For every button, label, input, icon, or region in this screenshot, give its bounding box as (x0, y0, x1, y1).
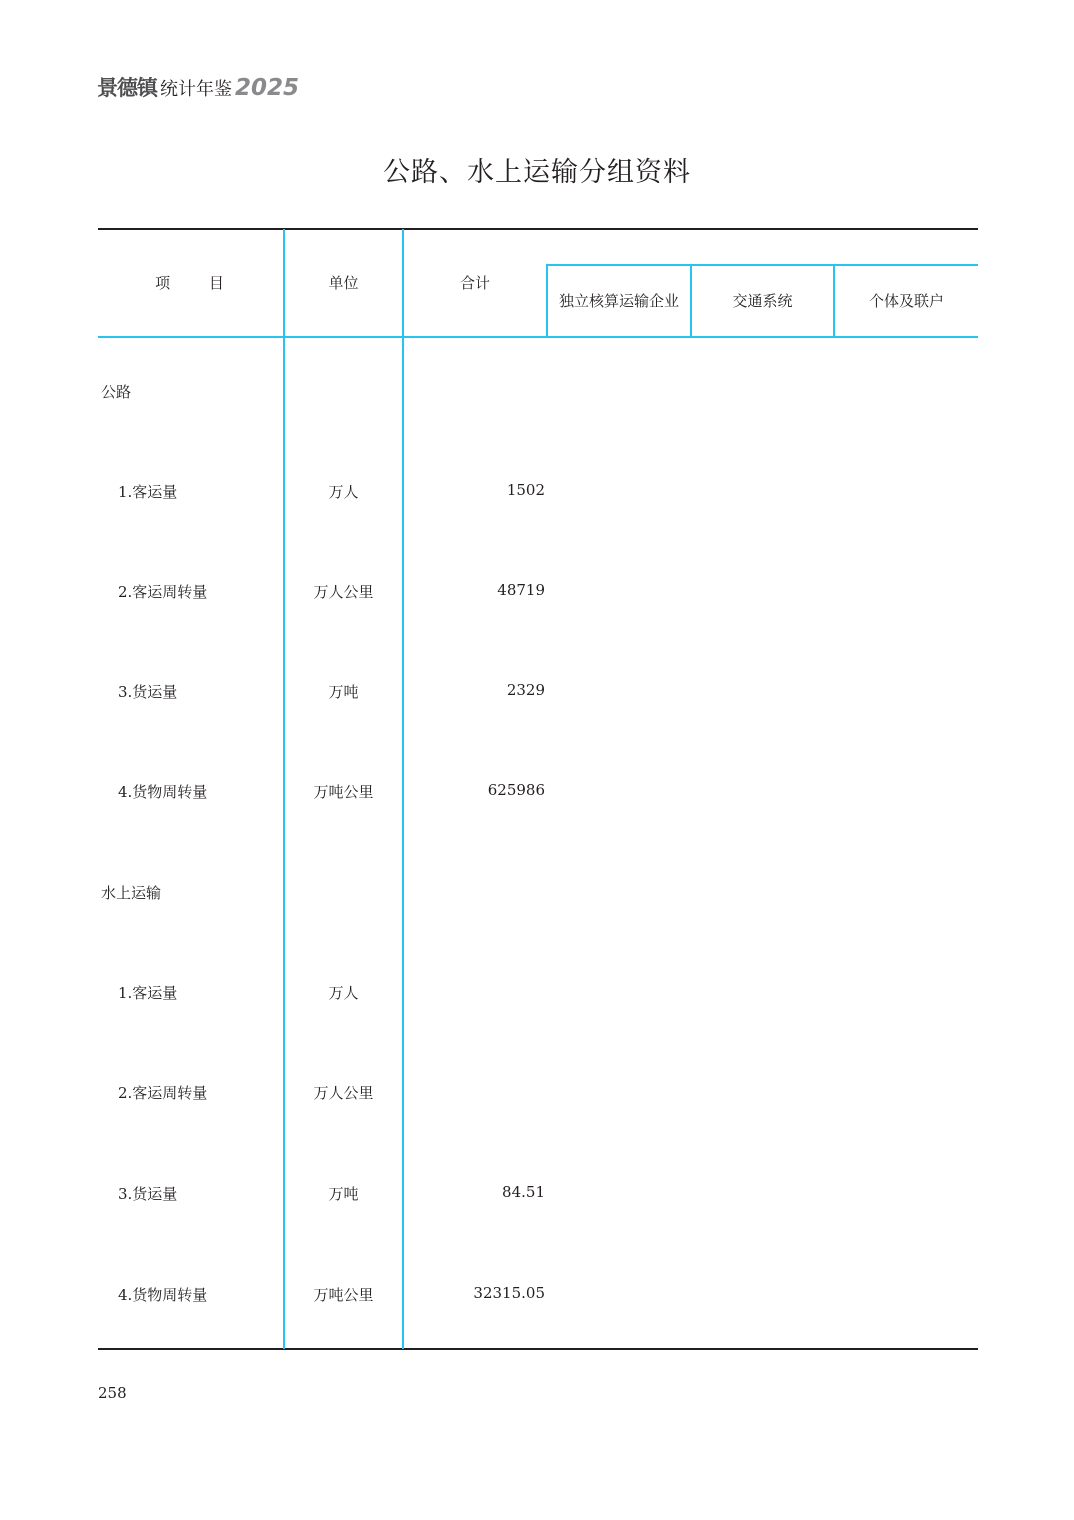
table-row (98, 982, 978, 1006)
table-row (98, 1284, 978, 1308)
table-row (98, 481, 978, 505)
header-book-name: 统计年鉴 (160, 79, 232, 100)
row-total: 48719 (497, 581, 545, 599)
header-unit: 单位 (328, 274, 359, 292)
yearbook-header (97, 72, 299, 104)
row-total: 625986 (487, 781, 545, 799)
header-total: 合计 (459, 274, 490, 292)
row-unit: 万吨公里 (313, 783, 374, 801)
row-item: 4.货物周转量 (118, 783, 208, 801)
subheader-rule (547, 264, 978, 266)
row-total: 1502 (506, 481, 545, 499)
header-individual-households: 个体及联户 (868, 292, 944, 310)
row-unit: 万人公里 (313, 1084, 374, 1102)
header-year: 2025 (235, 75, 300, 101)
row-total: 32315.05 (473, 1284, 545, 1302)
header-transport-system: 交通系统 (732, 292, 793, 310)
table-row (98, 581, 978, 605)
row-total: 2329 (506, 681, 545, 699)
row-item: 2.客运周转量 (118, 583, 208, 601)
page-number: 258 (98, 1384, 127, 1402)
row-item: 2.客运周转量 (118, 1084, 208, 1102)
table-row (98, 781, 978, 805)
row-item: 3.货运量 (118, 683, 178, 701)
table-row (98, 1082, 978, 1106)
header-city-name: 景德镇 (97, 76, 157, 100)
header-independent-enterprises: 独立核算运输企业 (558, 292, 679, 310)
row-unit: 万吨 (328, 1185, 359, 1203)
row-total: 84.51 (502, 1183, 545, 1201)
row-item: 1.客运量 (118, 984, 178, 1002)
header-bottom-rule (98, 336, 978, 338)
page-title: 公路、水上运输分组资料 (383, 157, 691, 188)
header-item: 项 目 (155, 274, 226, 292)
row-unit: 万人 (328, 984, 359, 1002)
table-row-section (98, 381, 978, 405)
table-row (98, 1183, 978, 1207)
row-item: 4.货物周转量 (118, 1286, 208, 1304)
row-item: 水上运输 (101, 884, 162, 902)
row-item: 3.货运量 (118, 1185, 178, 1203)
row-unit: 万吨公里 (313, 1286, 374, 1304)
table-row (98, 681, 978, 705)
row-unit: 万人 (328, 483, 359, 501)
row-unit: 万人公里 (313, 583, 374, 601)
table-row-section (98, 882, 978, 906)
row-unit: 万吨 (328, 683, 359, 701)
row-item: 1.客运量 (118, 483, 178, 501)
table-bottom-rule (98, 1348, 978, 1350)
row-item: 公路 (101, 383, 132, 401)
table-top-rule (98, 228, 978, 230)
